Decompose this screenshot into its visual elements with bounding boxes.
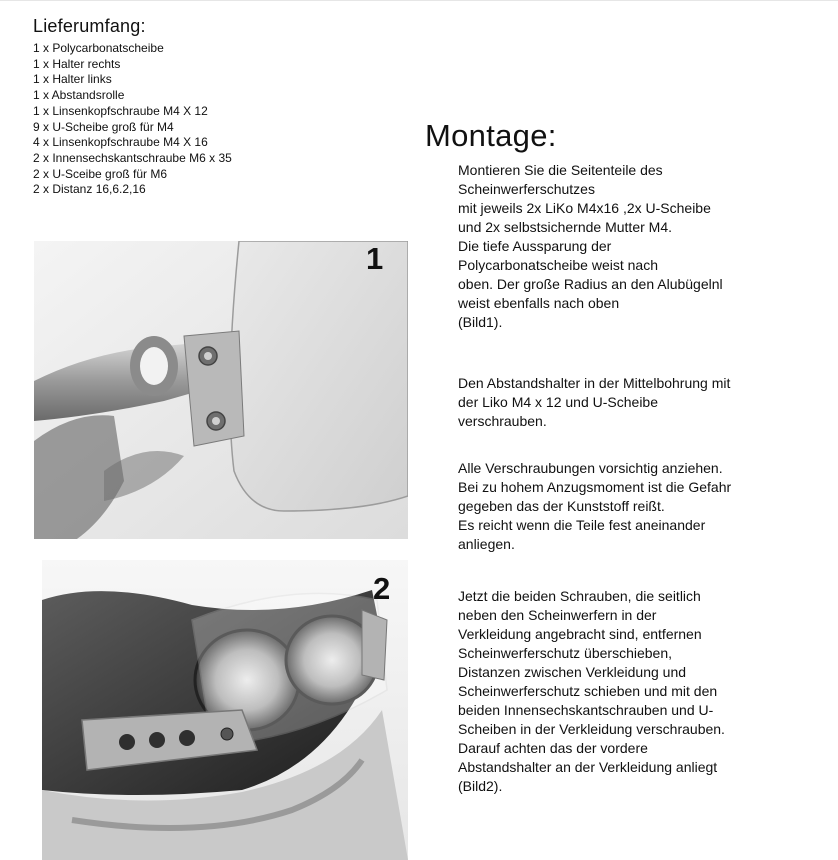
parts-list-item: 2 x U-Sceibe groß für M6 bbox=[33, 166, 168, 181]
parts-list-item: 1 x Abstandsrolle bbox=[33, 88, 125, 103]
parts-list-item: 2 x Innensechskantschraube M6 x 35 bbox=[33, 150, 232, 165]
montage-paragraph: Den Abstandshalter in der Mittelbohrung mit der Liko M4 x 12 und U-Scheibe verschrauben. bbox=[458, 375, 731, 429]
parts-list-item: 2 x Distanz 16,6.2,16 bbox=[33, 182, 146, 197]
montage-paragraph: Jetzt die beiden Schrauben, die seitlich neben den Scheinwerfern in der Verkleidung angebracht sind, entfernen Scheinwerferschutz überschieben, Distanzen zwischen Verkleidung und Scheinwerferschutz schieben und mit den beiden Innensechskantschrauben und U- Scheiben in der Verkleidung verschrauben. Darauf achten das der vordere Abstandshalter an der Verkleidung anliegt (Bild2). bbox=[458, 588, 725, 794]
lieferumfang-heading: Lieferumfang: bbox=[33, 16, 146, 36]
montage-paragraph: Montieren Sie die Seitenteile des Scheinwerferschutzes mit jeweils 2x LiKo M4x16 ,2x U-Scheibe und 2x selbstsichernde Mutter M4. Die tiefe Aussparung der Polycarbonatscheibe weist nach oben. Der große Radius an den Alubügelnl weist ebenfalls nach oben (Bild1). bbox=[458, 162, 723, 330]
photo-number: 1 bbox=[366, 241, 384, 276]
parts-list-item: 1 x Halter rechts bbox=[33, 56, 121, 71]
headlight-protector-photo bbox=[42, 560, 408, 860]
parts-list-item: 1 x Halter links bbox=[33, 72, 112, 87]
photo-number: 2 bbox=[373, 571, 391, 606]
montage-heading: Montage: bbox=[425, 118, 557, 153]
parts-list-item: 9 x U-Scheibe groß für M4 bbox=[33, 119, 174, 134]
parts-list-item: 1 x Linsenkopfschraube M4 X 12 bbox=[33, 103, 208, 118]
parts-list-item: 4 x Linsenkopfschraube M4 X 16 bbox=[33, 135, 208, 150]
parts-list-item: 1 x Polycarbonatscheibe bbox=[33, 41, 164, 55]
top-divider bbox=[0, 0, 838, 1]
parts-list bbox=[33, 41, 232, 198]
bracket-assembly-photo bbox=[34, 241, 408, 539]
montage-paragraph: Alle Verschraubungen vorsichtig anziehen. Bei zu hohem Anzugsmoment ist die Gefahr gegeben das der Kunststoff reißt. Es reicht wenn die Teile fest aneinander anliegen. bbox=[458, 460, 732, 552]
